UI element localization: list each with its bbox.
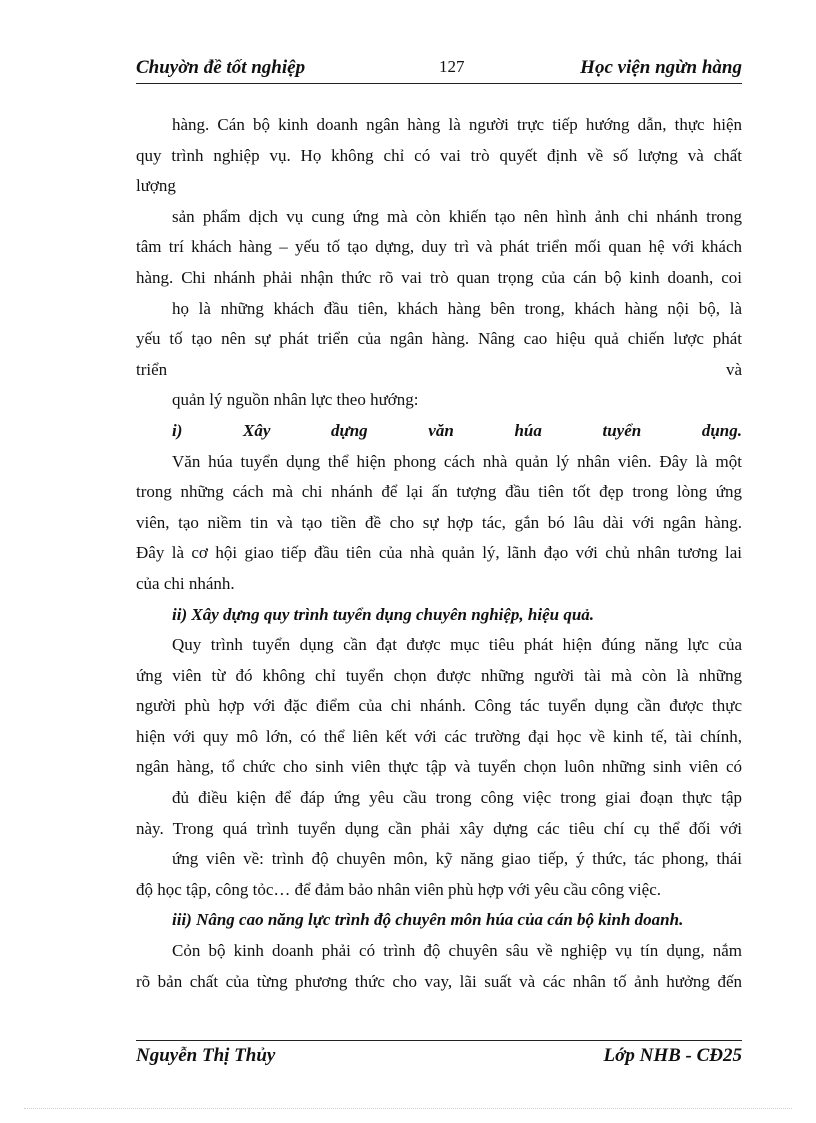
body-line: độ học tập, công tỏc… để đảm bảo nhân viên phù hợp với yêu cầu công việc.	[136, 879, 661, 899]
body-line: này. Trong quá trình tuyển dụng cần phải xây dựng các tiêu chí cụ thể đối với	[136, 818, 742, 838]
body-line: của chi nhánh.	[136, 573, 235, 593]
body-line: triển và	[136, 359, 742, 379]
page-number: 127	[439, 57, 465, 76]
body-line: ứng viên về: trình độ chuyên môn, kỹ năng giao tiếp, ý thức, tác phong, thái	[172, 849, 742, 869]
page-header	[136, 55, 742, 84]
body-line: lượng	[136, 176, 176, 196]
body-line: quy trình nghiệp vụ. Họ không chỉ có vai trò quyết định về số lượng và chất	[136, 145, 742, 165]
body-line: họ là những khách đầu tiên, khách hàng bên trong, khách hàng nội bộ, là	[172, 298, 742, 318]
body-line: quản lý nguồn nhân lực theo hướng:	[172, 390, 419, 410]
header-document-type: Chuyờn đề tốt nghiệp	[136, 57, 306, 78]
page-footer	[136, 1040, 742, 1071]
body-line: yếu tố tạo nên sự phát triển của ngân hàng. Nâng cao hiệu quả chiến lược phát	[136, 329, 742, 349]
body-line: trong những cách mà chi nhánh để lại ấn tượng đầu tiên tốt đẹp trong lòng ứng	[136, 482, 742, 502]
body-line: viên, tạo niềm tin và tạo tiền đề cho sự hợp tác, gắn bó lâu dài với ngân hàng.	[136, 512, 742, 532]
body-line: hàng. Cán bộ kinh doanh ngân hàng là người trực tiếp hướng dẫn, thực hiện	[172, 115, 742, 134]
body-line: rõ bản chất của từng phương thức cho vay, lãi suất và các nhân tố ảnh hưởng đến	[136, 971, 742, 991]
body-line: ứng viên từ đó không chỉ tuyển chọn được những người tài mà còn là những	[136, 665, 742, 685]
body-line: sản phẩm dịch vụ cung ứng mà còn khiến tạo nên hình ảnh chi nhánh trong	[172, 206, 742, 226]
section-heading-ii: ii) Xây dựng quy trình tuyển dụng chuyên nghiệp, hiệu quả.	[172, 604, 595, 624]
body-line: Văn húa tuyển dụng thể hiện phong cách nhà quản lý nhân viên. Đây là một	[172, 451, 742, 471]
body-line: Quy trình tuyển dụng cần đạt được mục tiêu phát hiện đúng năng lực của	[172, 635, 742, 655]
page-boundary-divider	[24, 1108, 792, 1109]
header-institution: Học viện ngừn hàng	[580, 57, 742, 78]
body-line: người phù hợp với đặc điểm của chi nhánh. Công tác tuyển dụng cần được thực	[136, 696, 742, 716]
body-line: Cỏn bộ kinh doanh phải có trình độ chuyên sâu về nghiệp vụ tín dụng, nắm	[172, 941, 742, 961]
body-line: đủ điều kiện để đáp ứng yêu cầu trong công việc trong giai đoạn thực tập	[172, 788, 742, 808]
footer-class: Lớp NHB - CĐ25	[603, 1045, 742, 1066]
section-heading-iii: iii) Nâng cao năng lực trình độ chuyên môn húa của cán bộ kinh doanh.	[172, 910, 684, 930]
body-line: hàng. Chi nhánh phải nhận thức rõ vai trò quan trọng của cán bộ kinh doanh, coi	[136, 267, 742, 287]
body-line: hiện với quy mô lớn, có thể liên kết với các trường đại học về kinh tế, tài chính,	[136, 726, 742, 746]
body-line: tâm trí khách hàng – yếu tố tạo dựng, duy trì và phát triển mối quan hệ với khách	[136, 237, 742, 257]
body-text	[136, 110, 742, 997]
footer-author: Nguyễn Thị Thủy	[136, 1045, 276, 1066]
body-line: ngân hàng, tổ chức cho sinh viên thực tập và tuyển chọn luôn những sinh viên có	[136, 757, 742, 777]
section-heading-i: i) Xây dựng văn húa tuyển dụng.	[172, 420, 742, 440]
body-line: Đây là cơ hội giao tiếp đầu tiên của nhà quản lý, lãnh đạo với chủ nhân tương lai	[136, 543, 742, 563]
